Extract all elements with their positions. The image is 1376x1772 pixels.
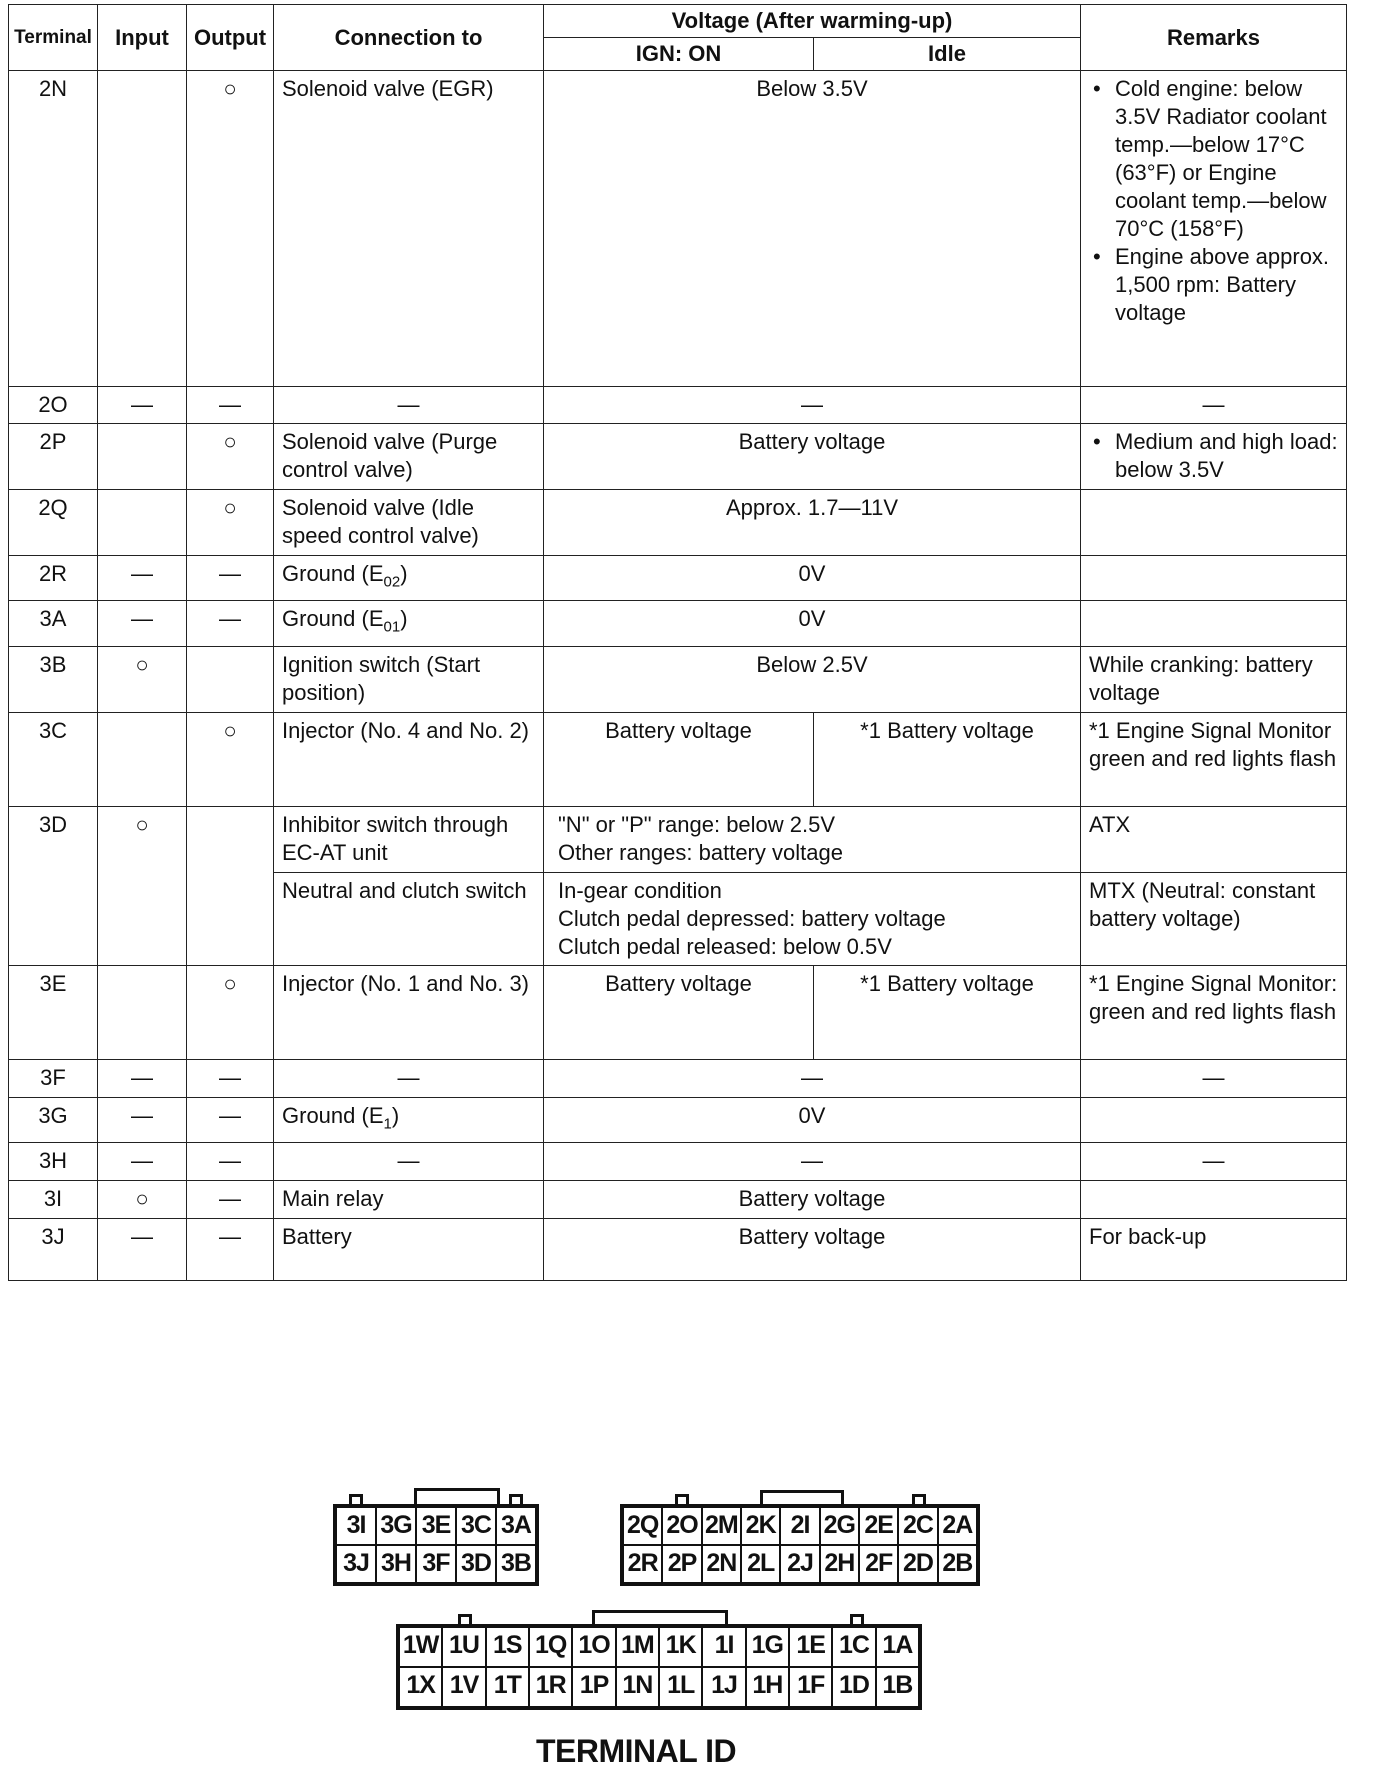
connector-pin-label: 1E — [789, 1627, 832, 1667]
terminal-cell: 2P — [9, 424, 98, 490]
remarks-cell: *1 Engine Signal Monitor: green and red lights flash — [1081, 965, 1347, 1059]
terminal-cell: 3J — [9, 1219, 98, 1281]
connector-pin-label: 2M — [702, 1507, 741, 1545]
table-row — [9, 806, 1347, 872]
connector-pin-label: 3F — [416, 1545, 456, 1583]
connection-cell: Injector (No. 1 and No. 3) — [274, 965, 544, 1059]
table-row — [9, 965, 1347, 1059]
connector-pin-label: 1A — [876, 1627, 919, 1667]
connector-pin-label: 3C — [456, 1507, 496, 1545]
remarks-cell — [1081, 556, 1347, 601]
input-cell: — — [98, 387, 187, 424]
table-row — [9, 712, 1347, 806]
connection-cell: Injector (No. 4 and No. 2) — [274, 712, 544, 806]
input-cell: ○ — [98, 806, 187, 965]
terminal-spec-table — [8, 4, 1347, 1281]
output-cell: — — [187, 387, 274, 424]
connector-pin-label: 2O — [662, 1507, 701, 1545]
table-row — [9, 1181, 1347, 1219]
output-cell: ○ — [187, 712, 274, 806]
connector-pin-label: 3E — [416, 1507, 456, 1545]
terminal-cell: 2R — [9, 556, 98, 601]
table-row — [9, 646, 1347, 712]
connector-pin-label: 1W — [399, 1627, 442, 1667]
connector-pin-label: 1M — [616, 1627, 659, 1667]
output-cell: ○ — [187, 490, 274, 556]
connection-cell: — — [274, 1059, 544, 1097]
connector-pin-label: 2L — [741, 1545, 780, 1583]
connection-cell: — — [274, 387, 544, 424]
voltage-cell: — — [544, 1059, 1081, 1097]
connector-3 — [333, 1504, 539, 1586]
terminal-cell: 3B — [9, 646, 98, 712]
connection-cell: Ignition switch (Start position) — [274, 646, 544, 712]
connector-pin-label: 3H — [376, 1545, 416, 1583]
connection-cell: Solenoid valve (EGR) — [274, 71, 544, 387]
terminal-cell: 3I — [9, 1181, 98, 1219]
input-cell — [98, 965, 187, 1059]
connector-pin-label: 1K — [659, 1627, 702, 1667]
connector-pin-label: 1U — [442, 1627, 485, 1667]
connector-pin-label: 3B — [496, 1545, 536, 1583]
voltage-cell: Approx. 1.7—11V — [544, 490, 1081, 556]
voltage-cell: 0V — [544, 556, 1081, 601]
header-terminal: Terminal — [9, 5, 98, 71]
connector-pin-label: 3A — [496, 1507, 536, 1545]
connection-cell: Battery — [274, 1219, 544, 1281]
input-cell: ○ — [98, 646, 187, 712]
output-cell: — — [187, 556, 274, 601]
table-row — [9, 1219, 1347, 1281]
terminal-cell: 2O — [9, 387, 98, 424]
remarks-cell — [1081, 601, 1347, 646]
input-cell: — — [98, 1059, 187, 1097]
output-cell — [187, 646, 274, 712]
remarks-cell: ATX — [1081, 806, 1347, 872]
output-cell: — — [187, 1181, 274, 1219]
connector-pin-label: 2J — [780, 1545, 819, 1583]
input-cell: — — [98, 1143, 187, 1181]
connection-cell: Inhibitor switch through EC-AT unit — [274, 806, 544, 872]
connection-cell: Main relay — [274, 1181, 544, 1219]
table-row — [9, 1059, 1347, 1097]
output-cell — [187, 806, 274, 965]
voltage-cell: 0V — [544, 601, 1081, 646]
voltage-cell: — — [544, 387, 1081, 424]
connector-pin-label: 1B — [876, 1667, 919, 1707]
header-ign-on: IGN: ON — [544, 38, 814, 71]
remarks-cell: — — [1081, 1143, 1347, 1181]
voltage-cell: Battery voltage — [544, 1181, 1081, 1219]
output-cell: ○ — [187, 424, 274, 490]
remarks-cell: While cranking: battery voltage — [1081, 646, 1347, 712]
connector-pin-label: 1V — [442, 1667, 485, 1707]
connector-pin-label: 1P — [572, 1667, 615, 1707]
connector-pin-label: 1F — [789, 1667, 832, 1707]
terminal-cell: 3D — [9, 806, 98, 965]
connector-pin-label: 1X — [399, 1667, 442, 1707]
terminal-cell: 3H — [9, 1143, 98, 1181]
remark-item: • Engine above approx. 1,500 rpm: Battery voltage — [1089, 243, 1338, 327]
connector-pin-label: 1D — [832, 1667, 875, 1707]
header-remarks: Remarks — [1081, 5, 1347, 71]
voltage-line: In-gear condition — [558, 877, 722, 903]
output-cell: — — [187, 1097, 274, 1142]
connector-pin-label: 2F — [859, 1545, 898, 1583]
voltage-cell — [544, 806, 1081, 872]
connector-pin-label: 2A — [938, 1507, 977, 1545]
input-cell: ○ — [98, 1181, 187, 1219]
idle-cell: *1 Battery voltage — [814, 712, 1081, 806]
connector-1 — [396, 1624, 922, 1710]
remarks-cell: MTX (Neutral: constant battery voltage) — [1081, 872, 1347, 965]
connector-pin-label: 1R — [529, 1667, 572, 1707]
connector-pin-label: 3D — [456, 1545, 496, 1583]
output-cell: ○ — [187, 71, 274, 387]
table-row — [9, 424, 1347, 490]
voltage-cell: Below 3.5V — [544, 71, 1081, 387]
connector-pin-label: 3J — [336, 1545, 376, 1583]
connector-pin-label: 1N — [616, 1667, 659, 1707]
input-cell: — — [98, 556, 187, 601]
connector-pin-label: 2R — [623, 1545, 662, 1583]
terminal-cell: 2N — [9, 71, 98, 387]
remarks-cell — [1081, 490, 1347, 556]
table-row — [9, 601, 1347, 646]
connector-3-latch — [414, 1488, 500, 1505]
header-output: Output — [187, 5, 274, 71]
remark-item: • Medium and high load: below 3.5V — [1089, 428, 1338, 484]
connector-pin-label: 2D — [898, 1545, 937, 1583]
connection-cell: Solenoid valve (Purge control valve) — [274, 424, 544, 490]
connector-pin-label: 2H — [820, 1545, 859, 1583]
remarks-cell: For back-up — [1081, 1219, 1347, 1281]
terminal-cell: 3E — [9, 965, 98, 1059]
connector-pin-label: 2P — [662, 1545, 701, 1583]
connection-cell: — — [274, 1143, 544, 1181]
output-cell: — — [187, 1059, 274, 1097]
table-row — [9, 556, 1347, 601]
voltage-line: Other ranges: battery voltage — [558, 839, 843, 865]
connector-2 — [620, 1504, 980, 1586]
connector-pin-label: 3I — [336, 1507, 376, 1545]
input-cell — [98, 712, 187, 806]
input-cell: — — [98, 1219, 187, 1281]
voltage-cell: 0V — [544, 1097, 1081, 1142]
input-cell — [98, 71, 187, 387]
connector-pin-label: 1Q — [529, 1627, 572, 1667]
connection-cell: Neutral and clutch switch — [274, 872, 544, 965]
connector-pin-label: 2Q — [623, 1507, 662, 1545]
connector-pin-label: 2G — [820, 1507, 859, 1545]
header-connection: Connection to — [274, 5, 544, 71]
connector-pin-label: 2K — [741, 1507, 780, 1545]
connector-pin-label: 2E — [859, 1507, 898, 1545]
connector-pin-label: 1J — [702, 1667, 745, 1707]
terminal-id-title: TERMINAL ID — [536, 1733, 737, 1769]
connection-cell: Solenoid valve (Idle speed control valve) — [274, 490, 544, 556]
voltage-cell: Below 2.5V — [544, 646, 1081, 712]
output-cell: — — [187, 1219, 274, 1281]
table-row — [9, 387, 1347, 424]
connection-cell: Ground $(E_{02})$ — [274, 556, 544, 601]
voltage-line: "N" or "P" range: below 2.5V — [558, 811, 836, 837]
connector-pin-label: 1L — [659, 1667, 702, 1707]
remarks-cell — [1081, 1181, 1347, 1219]
table-row — [9, 1143, 1347, 1181]
connector-pin-label: 1H — [746, 1667, 789, 1707]
input-cell — [98, 424, 187, 490]
terminal-cell: 3G — [9, 1097, 98, 1142]
output-cell: — — [187, 601, 274, 646]
connector-pin-label: 2C — [898, 1507, 937, 1545]
output-cell: ○ — [187, 965, 274, 1059]
connector-pin-label: 2B — [938, 1545, 977, 1583]
ign-on-cell: Battery voltage — [544, 965, 814, 1059]
connector-pin-label: 1C — [832, 1627, 875, 1667]
voltage-line: Clutch pedal depressed: battery voltage — [558, 905, 946, 931]
input-cell — [98, 490, 187, 556]
table-row — [9, 71, 1347, 387]
header-voltage: Voltage (After warming-up) — [544, 5, 1081, 38]
voltage-cell: Battery voltage — [544, 424, 1081, 490]
remarks-cell — [1081, 1097, 1347, 1142]
connector-pin-label: 3G — [376, 1507, 416, 1545]
output-cell: — — [187, 1143, 274, 1181]
connector-pin-label: 1T — [486, 1667, 529, 1707]
idle-cell: *1 Battery voltage — [814, 965, 1081, 1059]
remark-item: • Cold engine: below 3.5V Radiator coolant temp.—below 17°C (63°F) or Engine coolant temp.—below 70°C (158°F) — [1089, 75, 1338, 243]
header-input: Input — [98, 5, 187, 71]
connector-pin-label: 1S — [486, 1627, 529, 1667]
connector-pin-label: 1O — [572, 1627, 615, 1667]
terminal-cell: 2Q — [9, 490, 98, 556]
voltage-cell: Battery voltage — [544, 1219, 1081, 1281]
connector-pin-label: 2N — [702, 1545, 741, 1583]
connector-pin-label: 2I — [780, 1507, 819, 1545]
remarks-cell — [1081, 424, 1347, 490]
connection-cell: Ground $(E_1)$ — [274, 1097, 544, 1142]
input-cell: — — [98, 601, 187, 646]
remarks-cell: — — [1081, 1059, 1347, 1097]
voltage-cell — [544, 872, 1081, 965]
header-idle: Idle — [814, 38, 1081, 71]
connector-pin-label: 1I — [702, 1627, 745, 1667]
terminal-cell: 3F — [9, 1059, 98, 1097]
connector-2-latch — [760, 1490, 844, 1505]
remarks-cell: — — [1081, 387, 1347, 424]
voltage-cell: — — [544, 1143, 1081, 1181]
remarks-cell: *1 Engine Signal Monitor green and red lights flash — [1081, 712, 1347, 806]
voltage-line: Clutch pedal released: below 0.5V — [558, 933, 892, 959]
connector-pin-label: 1G — [746, 1627, 789, 1667]
terminal-cell: 3A — [9, 601, 98, 646]
connection-cell: Ground $(E_{01})$ — [274, 601, 544, 646]
terminal-cell: 3C — [9, 712, 98, 806]
ign-on-cell: Battery voltage — [544, 712, 814, 806]
table-row — [9, 490, 1347, 556]
remarks-cell — [1081, 71, 1347, 387]
table-row — [9, 1097, 1347, 1142]
input-cell: — — [98, 1097, 187, 1142]
